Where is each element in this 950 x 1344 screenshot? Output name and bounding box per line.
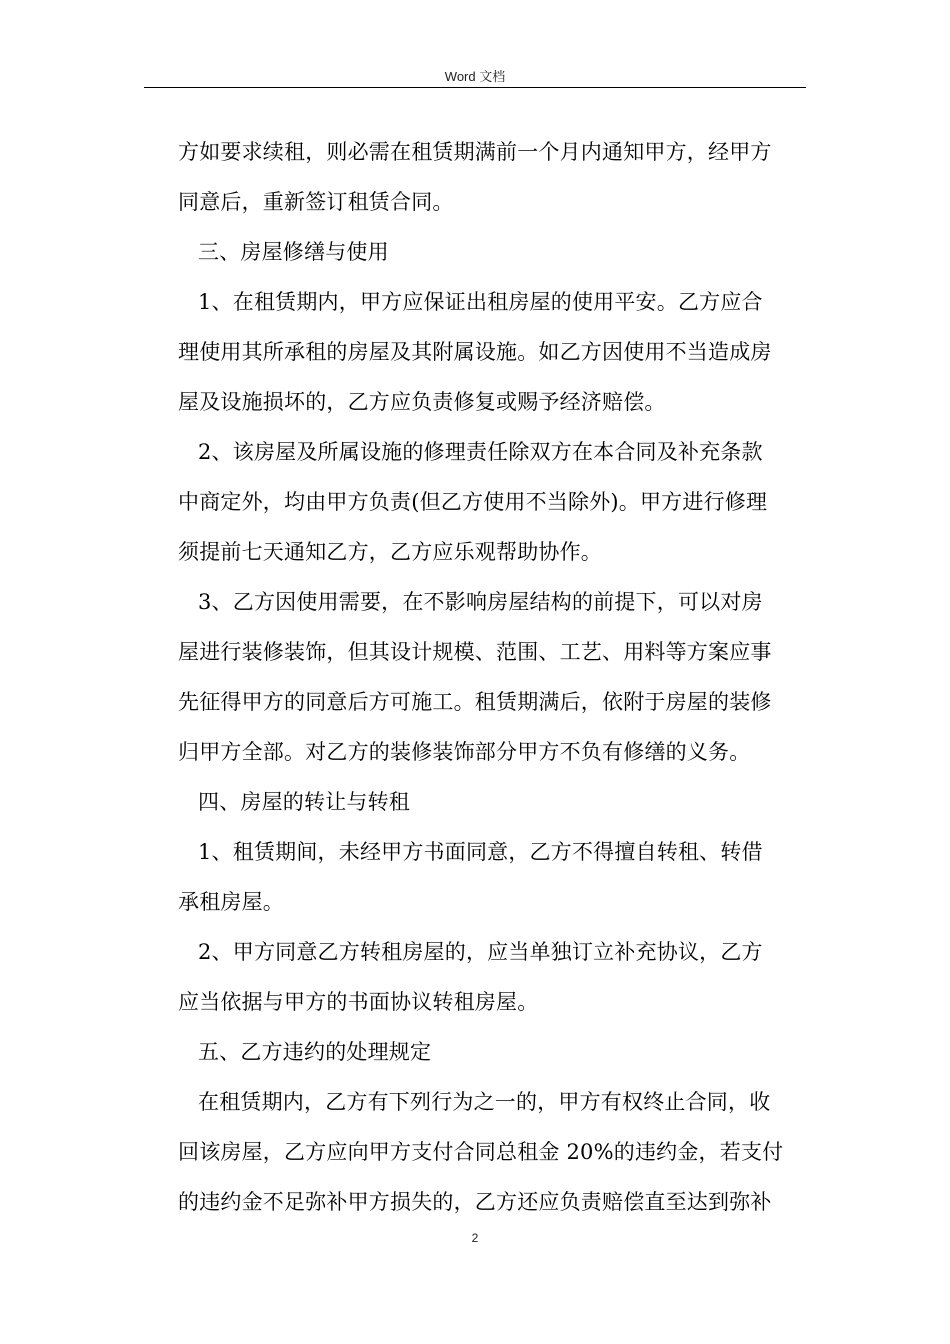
text-line: 应当依据与甲方的书面协议转租房屋。 [178,990,539,1014]
body-paragraphs [178,127,808,1227]
text-line: 屋进行装修装饰，但其设计规模、范围、工艺、用料等方案应事 [178,640,772,664]
text-line: 同意后，重新签订租赁合同。 [178,190,454,214]
section-heading: 三、房屋修缮与使用 [198,240,389,264]
header-divider [144,87,806,88]
document-body [178,127,808,1227]
text-line: 1、在租赁期内，甲方应保证出租房屋的使用平安。乙方应合 [198,290,763,314]
page-header-title: Word 文档 [444,69,506,84]
text-line: 归甲方全部。对乙方的装修装饰部分甲方不负有修缮的义务。 [178,740,751,764]
text-line: 2、该房屋及所属设施的修理责任除双方在本合同及补充条款 [198,440,763,464]
text-line: 3、乙方因使用需要，在不影响房屋结构的前提下，可以对房 [198,590,763,614]
text-line: 1、租赁期间，未经甲方书面同意，乙方不得擅自转租、转借 [198,840,763,864]
text-line: 屋及设施损坏的，乙方应负责修复或赐予经济赔偿。 [178,390,666,414]
page-number: 2 [471,1231,479,1245]
section-heading: 五、乙方违约的处理规定 [198,1040,432,1064]
text-line: 理使用其所承租的房屋及其附属设施。如乙方因使用不当造成房 [178,340,772,364]
text-line: 先征得甲方的同意后方可施工。租赁期满后，依附于房屋的装修 [178,690,772,714]
text-line: 的违约金不足弥补甲方损失的，乙方还应负责赔偿直至达到弥补 [178,1190,772,1214]
text-line: 在租赁期内，乙方有下列行为之一的，甲方有权终止合同，收 [198,1090,771,1114]
text-line: 方如要求续租，则必需在租赁期满前一个月内通知甲方，经甲方 [178,140,772,164]
text-line: 回该房屋，乙方应向甲方支付合同总租金 20%的违约金，若支付 [178,1140,784,1164]
text-line: 2、甲方同意乙方转租房屋的，应当单独订立补充协议，乙方 [198,940,763,964]
text-line: 中商定外，均由甲方负责(但乙方使用不当除外)。甲方进行修理 [178,490,768,514]
text-line: 承租房屋。 [178,890,284,914]
text-line: 须提前七天通知乙方，乙方应乐观帮助协作。 [178,540,602,564]
section-heading: 四、房屋的转让与转租 [198,790,410,814]
